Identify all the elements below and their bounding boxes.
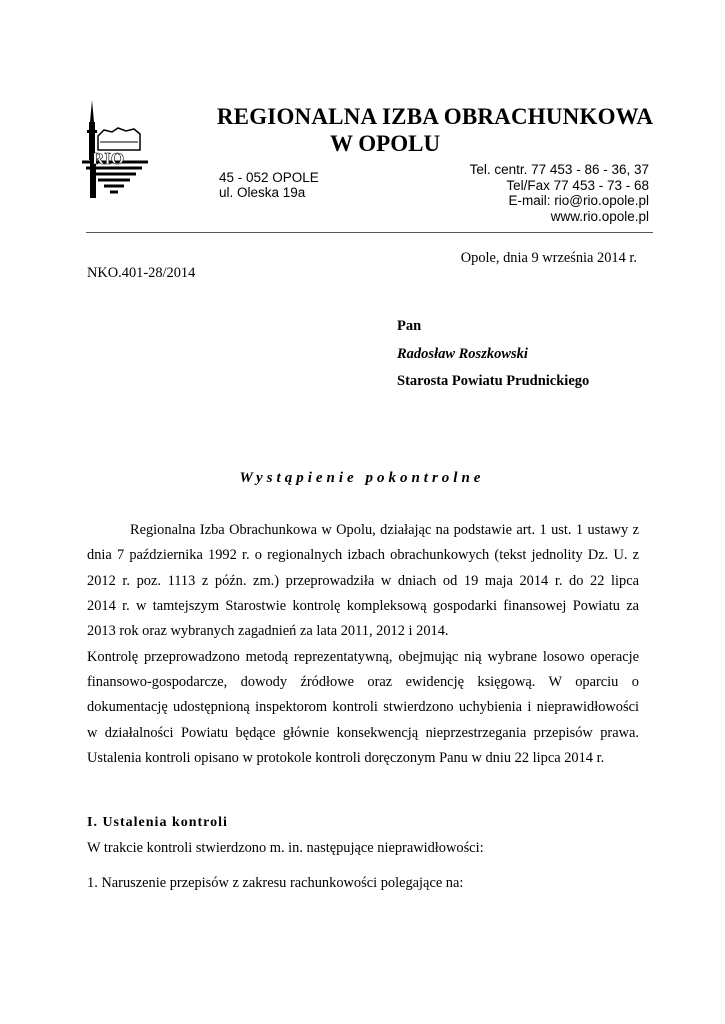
website-link[interactable]: www.rio.opole.pl [550,209,649,224]
addressee-position: Starosta Powiatu Prudnickiego [397,373,590,389]
document-date: Opole, dnia 9 września 2014 r. [460,250,637,266]
document-title: Wystąpienie pokontrolne [239,470,485,486]
address-line1: 45 - 052 OPOLE [219,170,319,185]
org-name-line2: W OPOLU [329,131,441,156]
org-name-line1: REGIONALNA IZBA OBRACHUNKOWA [216,104,654,129]
paragraph2-line: Kontrolę przeprowadzono metodą reprezentatywną, obejmując nią wybrane losowo operacje [87,649,639,665]
paragraph2-line: dokumentację udostępnioną inspektorom kontroli stwierdzono uchybienia i nieprawidłowości [87,699,639,715]
reference-number: NKO.401-28/2014 [87,265,196,281]
paragraph2-line: Ustalenia kontroli opisano w protokole kontroli doręczonym Panu w dniu 22 lipca 2014 r. [87,750,605,766]
paragraph1-line: 2014 r. w tamtejszym Starostwie kontrolę kompleksową gospodarki finansowej Powiatu za [87,598,639,614]
addressee-name: Radosław Roszkowski [397,346,528,362]
telfax-line: Tel/Fax 77 453 - 73 - 68 [506,178,649,193]
email-link[interactable]: E-mail: rio@rio.opole.pl [508,193,649,208]
list-item: 1. Naruszenie przepisów z zakresu rachunkowości polegające na: [87,875,464,891]
addressee-salutation: Pan [397,318,422,334]
phone-line: Tel. centr. 77 453 - 86 - 36, 37 [469,162,649,177]
paragraph1-line: 2012 r. poz. 1113 z późn. zm.) przeprowadziła w dniach od 19 maja 2014 r. do 22 lipca [87,573,639,589]
paragraph1-line: 2013 rok oraz wybranych zagadnień za lata 2011, 2012 i 2014. [87,623,449,639]
paragraph2-line: finansowo-gospodarcze, dowody źródłowe oraz ewidencję księgową. W oparciu o [87,674,639,690]
logo-text: RIO [92,149,125,168]
rio-logo [78,100,158,198]
header-divider [86,232,653,233]
address-line2: ul. Oleska 19a [219,185,306,200]
section-intro: W trakcie kontroli stwierdzono m. in. następujące nieprawidłowości: [87,840,484,856]
paragraph1-line: dnia 7 października 1992 r. o regionalnych izbach obrachunkowych (tekst jednolity Dz. U. z [87,547,639,563]
paragraph2-line: w działalności Powiatu będące głównie konsekwencją nieprzestrzegania przepisów prawa. [87,725,639,741]
section-heading: I. Ustalenia kontroli [87,815,228,830]
paragraph1-line: Regionalna Izba Obrachunkowa w Opolu, działając na podstawie art. 1 ust. 1 ustawy z [130,522,639,538]
